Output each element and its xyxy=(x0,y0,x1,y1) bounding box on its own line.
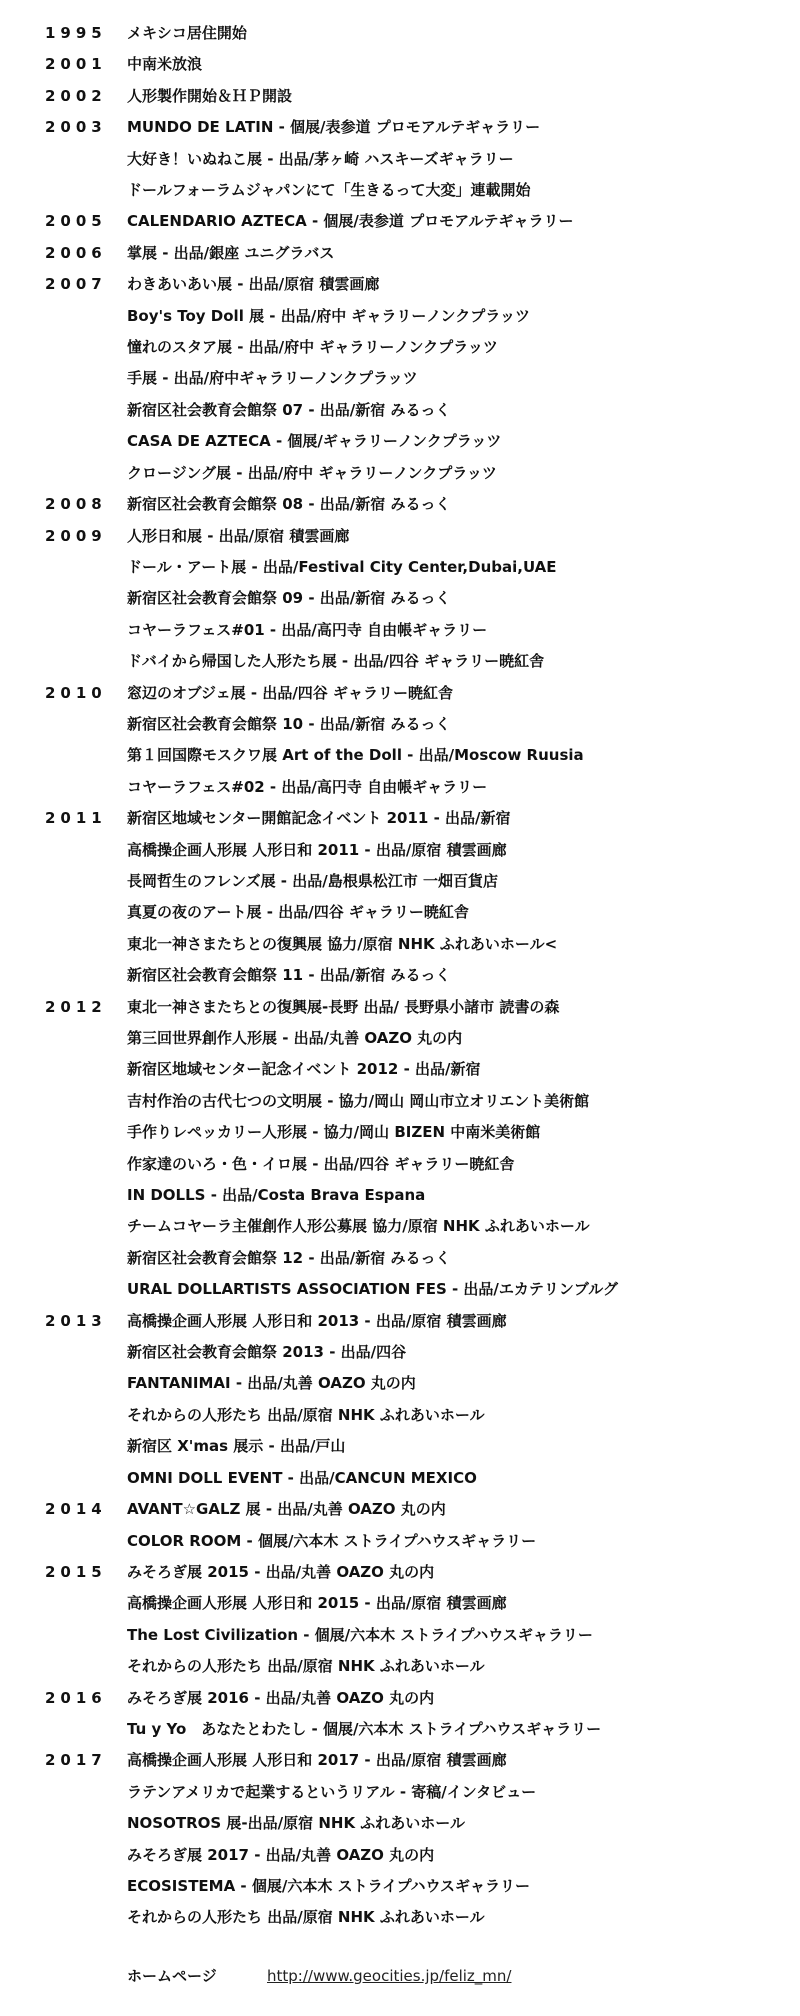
exhibition-entry: 第１回国際モスクワ展 Art of the Doll - 出品/Moscow Ruusia xyxy=(127,746,584,765)
exhibition-entry: 掌展 - 出品/銀座 ユニグラバス xyxy=(127,243,335,262)
year-block xyxy=(45,1745,785,1933)
year-block xyxy=(45,521,785,678)
year-label: 2002 xyxy=(45,86,107,105)
exhibition-entry: みそろぎ展 2015 - 出品/丸善 OAZO 丸の内 xyxy=(127,1562,435,1581)
homepage-footer xyxy=(127,1965,511,1986)
exhibition-entry: 新宿区社会教育会館祭 12 - 出品/新宿 みるっく xyxy=(127,1248,451,1267)
exhibition-entry: それからの人形たち 出品/原宿 NHK ふれあいホール xyxy=(127,1908,485,1927)
year-block xyxy=(45,1557,785,1683)
year-label: 2005 xyxy=(45,212,107,231)
year-block xyxy=(45,1306,785,1494)
year-label: 2007 xyxy=(45,275,107,294)
exhibition-entry: 高橋操企画人形展 人形日和 2011 - 出品/原宿 積雲画廊 xyxy=(127,840,507,859)
year-label: 1995 xyxy=(45,24,107,42)
exhibition-entry: ドバイから帰国した人形たち展 - 出品/四谷 ギャラリー暁紅舎 xyxy=(127,652,545,671)
year-label: 2001 xyxy=(45,55,107,74)
entry-list xyxy=(127,1745,785,1933)
exhibition-entry: 窓辺のオブジェ展 - 出品/四谷 ギャラリー暁紅舎 xyxy=(127,683,454,702)
exhibition-entry: 人形日和展 - 出品/原宿 積雲画廊 xyxy=(127,526,350,545)
year-label: 2012 xyxy=(45,997,107,1016)
entry-list xyxy=(127,992,785,1306)
homepage-link[interactable]: http://www.geocities.jp/feliz_mn/ xyxy=(267,1967,512,1985)
year-label: 2016 xyxy=(45,1688,107,1707)
entry-list xyxy=(127,1557,785,1683)
exhibition-entry: Boy's Toy Doll 展 - 出品/府中 ギャラリーノンクプラッツ xyxy=(127,306,530,325)
exhibition-entry: 中南米放浪 xyxy=(127,55,203,74)
exhibition-entry: 高橋操企画人形展 人形日和 2017 - 出品/原宿 積雲画廊 xyxy=(127,1751,507,1770)
entry-list xyxy=(127,521,785,678)
exhibition-entry: 東北一神さまたちとの復興展-長野 出品/ 長野県小諸市 読書の森 xyxy=(127,997,560,1016)
year-block xyxy=(45,992,785,1306)
exhibition-entry: 手作りレペッカリー人形展 - 協力/岡山 BIZEN 中南米美術館 xyxy=(127,1123,541,1142)
year-block xyxy=(45,1683,785,1746)
entry-list xyxy=(127,1306,785,1494)
year-label: 2011 xyxy=(45,809,107,828)
year-block xyxy=(45,206,785,237)
exhibition-entry: 新宿区社会教育会館祭 11 - 出品/新宿 みるっく xyxy=(127,966,451,985)
exhibition-entry: 新宿区地域センター記念イベント 2012 - 出品/新宿 xyxy=(127,1060,481,1079)
exhibition-entry: メキシコ居住開始 xyxy=(127,24,247,42)
year-block xyxy=(45,678,785,804)
year-label: 2010 xyxy=(45,683,107,702)
exhibition-entry: COLOR ROOM - 個展/六本木 ストライプハウスギャラリー xyxy=(127,1531,537,1550)
exhibition-entry: 第三回世界創作人形展 - 出品/丸善 OAZO 丸の内 xyxy=(127,1029,463,1047)
year-block xyxy=(45,1494,785,1557)
entry-list xyxy=(127,81,785,112)
year-block xyxy=(45,489,785,520)
exhibition-entry: AVANT☆GALZ 展 - 出品/丸善 OAZO 丸の内 xyxy=(127,1500,446,1519)
entry-list xyxy=(127,1494,785,1557)
exhibition-entry: わきあいあい展 - 出品/原宿 積雲画廊 xyxy=(127,275,380,294)
year-block xyxy=(45,238,785,269)
exhibition-entry: 長岡哲生のフレンズ展 - 出品/島根県松江市 一畑百貨店 xyxy=(127,871,498,890)
year-block xyxy=(45,81,785,112)
entry-list xyxy=(127,803,785,991)
exhibition-entry: IN DOLLS - 出品/Costa Brava Espana xyxy=(127,1186,426,1205)
exhibition-entry: 新宿区地域センター開館記念イベント 2011 - 出品/新宿 xyxy=(127,809,511,828)
homepage-label: ホームページ xyxy=(127,1967,217,1985)
exhibition-entry: チームコヤーラ主催創作人形公募展 協力/原宿 NHK ふれあいホール xyxy=(127,1217,590,1236)
exhibition-entry: CASA DE AZTECA - 個展/ギャラリーノンクプラッツ xyxy=(127,432,502,451)
exhibition-entry: ドールフォーラムジャパンにて「生きるって大変」連載開始 xyxy=(127,181,531,200)
year-block xyxy=(45,269,785,489)
exhibition-entry: 高橋操企画人形展 人形日和 2015 - 出品/原宿 積雲画廊 xyxy=(127,1594,507,1613)
exhibition-entry: 高橋操企画人形展 人形日和 2013 - 出品/原宿 積雲画廊 xyxy=(127,1311,507,1330)
year-label: 2006 xyxy=(45,243,107,262)
exhibition-entry: 新宿区社会教育会館祭 07 - 出品/新宿 みるっく xyxy=(127,400,451,419)
year-block xyxy=(45,49,785,80)
exhibition-entry: CALENDARIO AZTECA - 個展/表参道 プロモアルテギャラリー xyxy=(127,212,574,231)
exhibition-entry: URAL DOLLARTISTS ASSOCIATION FES - 出品/エカテリンブルグ xyxy=(127,1280,619,1299)
exhibition-entry: OMNI DOLL EVENT - 出品/CANCUN MEXICO xyxy=(127,1468,477,1487)
year-block xyxy=(45,18,785,49)
exhibition-entry: 吉村作治の古代七つの文明展 - 協力/岡山 岡山市立オリエント美術館 xyxy=(127,1091,590,1110)
exhibition-entry: 東北一神さまたちとの復興展 協力/原宿 NHK ふれあいホール< xyxy=(127,934,558,953)
exhibition-entry: 大好き！いぬねこ展 - 出品/茅ヶ崎 ハスキーズギャラリー xyxy=(127,149,514,168)
exhibition-entry: みそろぎ展 2017 - 出品/丸善 OAZO 丸の内 xyxy=(127,1845,435,1864)
exhibition-entry: 真夏の夜のアート展 - 出品/四谷 ギャラリー暁紅舎 xyxy=(127,903,469,922)
exhibition-entry: 新宿区社会教育会館祭 09 - 出品/新宿 みるっく xyxy=(127,589,451,608)
exhibition-entry: みそろぎ展 2016 - 出品/丸善 OAZO 丸の内 xyxy=(127,1688,435,1707)
exhibition-entry: 新宿区 X'mas 展示 - 出品/戸山 xyxy=(127,1437,346,1456)
exhibition-entry: 新宿区社会教育会館祭 10 - 出品/新宿 みるっく xyxy=(127,714,451,733)
exhibition-entry: 憧れのスタア展 - 出品/府中 ギャラリーノンクプラッツ xyxy=(127,338,498,357)
entry-list xyxy=(127,1683,785,1746)
exhibition-entry: MUNDO DE LATIN - 個展/表参道 プロモアルテギャラリー xyxy=(127,118,541,137)
entry-list xyxy=(127,678,785,804)
exhibition-timeline xyxy=(45,18,785,1934)
year-label: 2017 xyxy=(45,1751,107,1770)
year-block xyxy=(45,803,785,991)
exhibition-entry: それからの人形たち 出品/原宿 NHK ふれあいホール xyxy=(127,1405,485,1424)
exhibition-entry: コヤーラフェス#01 - 出品/高円寺 自由帳ギャラリー xyxy=(127,620,488,639)
exhibition-entry: 新宿区社会教育会館祭 2013 - 出品/四谷 xyxy=(127,1343,407,1362)
year-label: 2014 xyxy=(45,1500,107,1519)
exhibition-entry: ECOSISTEMA - 個展/六本木 ストライプハウスギャラリー xyxy=(127,1876,531,1895)
exhibition-entry: The Lost Civilization - 個展/六本木 ストライプハウスギャラリー xyxy=(127,1625,593,1644)
year-label: 2009 xyxy=(45,526,107,545)
exhibition-entry: 手展 - 出品/府中ギャラリーノンクプラッツ xyxy=(127,369,418,388)
exhibition-entry: ドール・アート展 - 出品/Festival City Center,Dubai,UAE xyxy=(127,557,557,576)
exhibition-entry: 作家達のいろ・色・イロ展 - 出品/四谷 ギャラリー暁紅舎 xyxy=(127,1154,515,1173)
exhibition-entry: それからの人形たち 出品/原宿 NHK ふれあいホール xyxy=(127,1657,485,1676)
exhibition-entry: ラテンアメリカで起業するというリアル - 寄稿/インタビュー xyxy=(127,1782,537,1801)
exhibition-entry: コヤーラフェス#02 - 出品/高円寺 自由帳ギャラリー xyxy=(127,777,488,796)
entry-list xyxy=(127,238,785,269)
entry-list xyxy=(127,206,785,237)
entry-list xyxy=(127,269,785,489)
year-block xyxy=(45,112,785,206)
entry-list xyxy=(127,112,785,206)
exhibition-entry: 新宿区社会教育会館祭 08 - 出品/新宿 みるっく xyxy=(127,495,451,514)
year-label: 2003 xyxy=(45,118,107,137)
year-label: 2015 xyxy=(45,1562,107,1581)
entry-list xyxy=(127,489,785,520)
exhibition-entry: Tu y Yo あなたとわたし - 個展/六本木 ストライプハウスギャラリー xyxy=(127,1719,602,1738)
entry-list xyxy=(127,18,785,49)
year-label: 2008 xyxy=(45,495,107,514)
entry-list xyxy=(127,49,785,80)
exhibition-entry: NOSOTROS 展-出品/原宿 NHK ふれあいホール xyxy=(127,1814,465,1833)
year-label: 2013 xyxy=(45,1311,107,1330)
exhibition-entry: 人形製作開始＆ＨＰ開設 xyxy=(127,86,293,105)
exhibition-entry: クロージング展 - 出品/府中 ギャラリーノンクプラッツ xyxy=(127,463,497,482)
exhibition-entry: FANTANIMAI - 出品/丸善 OAZO 丸の内 xyxy=(127,1374,416,1393)
